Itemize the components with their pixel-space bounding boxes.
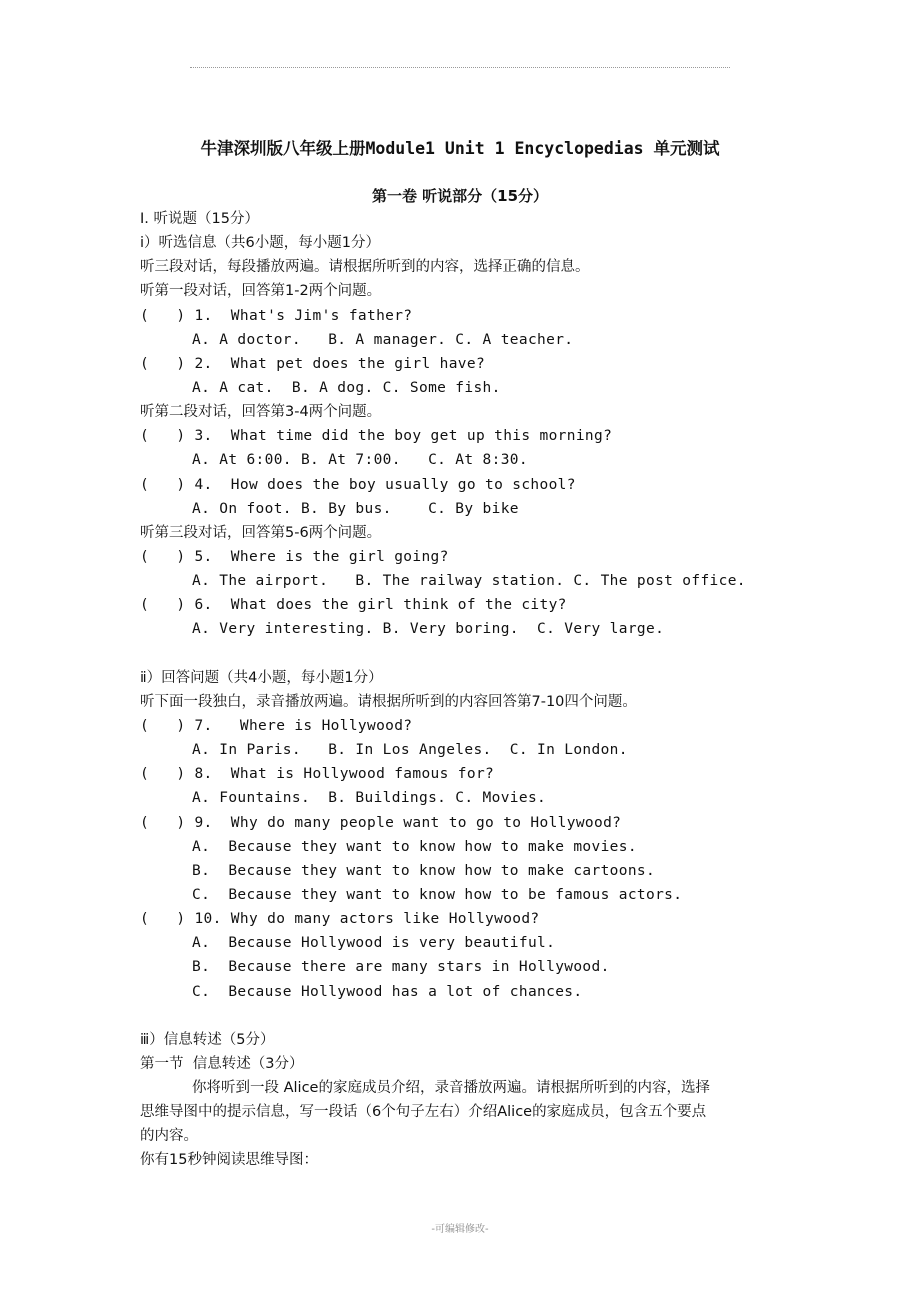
part3-paragraph-line-3: 的内容。 xyxy=(140,1128,198,1145)
page-title: 牛津深圳版八年级上册Module1 Unit 1 Encyclopedias 单元测试 xyxy=(200,139,720,158)
question-8: ( ) 8. What is Hollywood famous for? xyxy=(140,766,495,783)
question-10: ( ) 10. Why do many actors like Hollywood? xyxy=(140,911,540,928)
question-4-options: A. On foot. B. By bus. C. By bike xyxy=(192,500,519,517)
question-9-option-b: B. Because they want to know how to make cartoons. xyxy=(192,862,656,879)
part2-heading: ⅱ）回答问题（共4小题，每小题1分） xyxy=(140,669,383,686)
question-2-options: A. A cat. B. A dog. C. Some fish. xyxy=(192,379,501,396)
part3-heading: ⅲ）信息转述（5分） xyxy=(140,1031,275,1048)
question-9-option-c: C. Because they want to know how to be famous actors. xyxy=(192,886,683,903)
question-10-option-b: B. Because there are many stars in Hollywood. xyxy=(192,959,610,976)
question-1-options: A. A doctor. B. A manager. C. A teacher. xyxy=(192,331,574,348)
question-9-option-a: A. Because they want to know how to make movies. xyxy=(192,838,637,855)
part3-paragraph-line-1: 你将听到一段 Alice的家庭成员介绍，录音播放两遍。请根据所听到的内容，选择 xyxy=(192,1080,710,1097)
part2-instruction: 听下面一段独白，录音播放两遍。请根据所听到的内容回答第7-10四个问题。 xyxy=(140,693,637,710)
question-7: ( ) 7. Where is Hollywood? xyxy=(140,717,413,734)
question-5-options: A. The airport. B. The railway station. C. The post office. xyxy=(192,573,746,590)
question-5: ( ) 5. Where is the girl going? xyxy=(140,548,449,565)
dialog2-intro: 听第二段对话，回答第3-4两个问题。 xyxy=(140,404,382,421)
header-rule xyxy=(190,67,730,68)
question-3-options: A. At 6:00. B. At 7:00. C. At 8:30. xyxy=(192,452,528,469)
question-6: ( ) 6. What does the girl think of the city? xyxy=(140,597,567,614)
question-4: ( ) 4. How does the boy usually go to school? xyxy=(140,476,576,493)
question-6-options: A. Very interesting. B. Very boring. C. Very large. xyxy=(192,621,665,638)
question-8-options: A. Fountains. B. Buildings. C. Movies. xyxy=(192,790,547,807)
part1-heading: ⅰ）听选信息（共6小题，每小题1分） xyxy=(140,235,380,252)
part3-paragraph-line-2: 思维导图中的提示信息，写一段话（6个句子左右）介绍Alice的家庭成员，包含五个要点 xyxy=(140,1104,707,1121)
section-heading: Ⅰ. 听说题（15分） xyxy=(140,211,259,227)
question-7-options: A. In Paris. B. In Los Angeles. C. In London. xyxy=(192,742,628,759)
question-2: ( ) 2. What pet does the girl have? xyxy=(140,355,486,372)
spacer xyxy=(140,1004,800,1028)
dialog3-intro: 听第三段对话，回答第5-6两个问题。 xyxy=(140,524,382,541)
document-body xyxy=(140,207,800,1173)
part1-instruction: 听三段对话，每段播放两遍。请根据所听到的内容，选择正确的信息。 xyxy=(140,259,590,276)
question-3: ( ) 3. What time did the boy get up this morning? xyxy=(140,428,613,445)
part3-sub-heading: 第一节 信息转述（3分） xyxy=(140,1055,304,1072)
question-9: ( ) 9. Why do many people want to go to Hollywood? xyxy=(140,814,622,831)
page-footer: -可编辑修改- xyxy=(431,1224,489,1235)
section-subtitle: 第一卷 听说部分（15分） xyxy=(371,187,549,205)
reading-time-note: 你有15秒钟阅读思维导图： xyxy=(140,1152,318,1169)
dialog1-intro: 听第一段对话，回答第1-2两个问题。 xyxy=(140,283,382,300)
spacer xyxy=(140,642,800,666)
question-10-option-a: A. Because Hollywood is very beautiful. xyxy=(192,935,556,952)
question-10-option-c: C. Because Hollywood has a lot of chances. xyxy=(192,983,583,1000)
question-1: ( ) 1. What's Jim's father? xyxy=(140,307,413,324)
